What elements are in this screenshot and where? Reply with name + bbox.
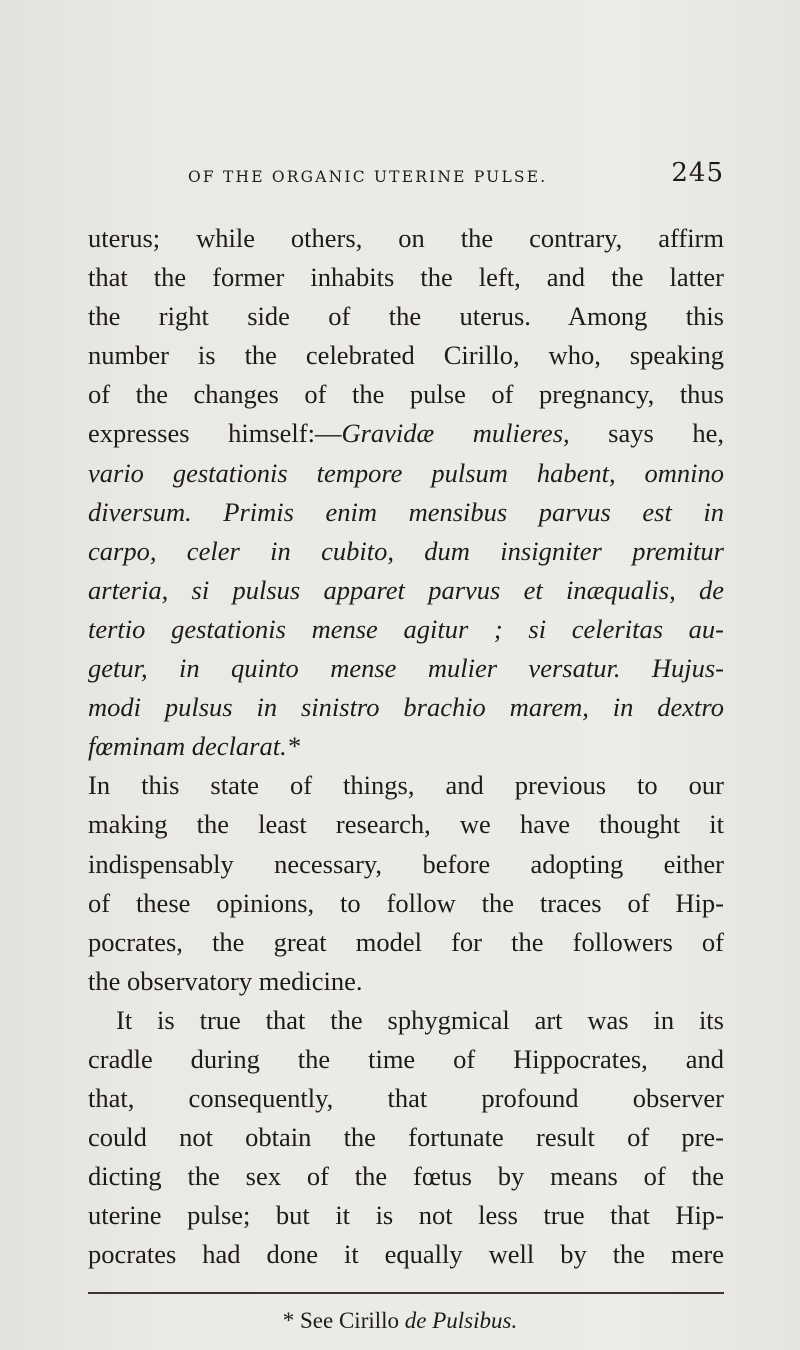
text-line: the observatory medicine. bbox=[88, 965, 363, 996]
latin-line: carpo, celer in cubito, dum insigniter premitur bbox=[88, 535, 724, 566]
latin-quote-start: Gravidæ mulieres, bbox=[341, 418, 570, 449]
text-line: that, consequently, that profound observer bbox=[88, 1083, 724, 1114]
text-segment: says he, bbox=[569, 418, 724, 449]
text-line: number is the celebrated Cirillo, who, speaking bbox=[88, 340, 724, 371]
paragraph-start: It is true that the sphygmical art was in its bbox=[116, 1004, 724, 1035]
footnote-title: de Pulsibus. bbox=[404, 1308, 518, 1333]
text-line: making the least research, we have thought it bbox=[88, 809, 724, 840]
latin-line: arteria, si pulsus apparet parvus et inæqualis, de bbox=[88, 574, 724, 605]
text-line: pocrates, the great model for the followers of bbox=[88, 926, 724, 957]
text-line: of the changes of the pulse of pregnancy, thus bbox=[88, 379, 724, 410]
latin-line: getur, in quinto mense mulier versatur. Hujus- bbox=[88, 653, 724, 684]
text-line bbox=[88, 414, 724, 453]
page-number: 245 bbox=[671, 158, 724, 188]
text-line: cradle during the time of Hippocrates, and bbox=[88, 1043, 724, 1074]
text-line: uterine pulse; but it is not less true that Hip- bbox=[88, 1200, 724, 1231]
text-line: indispensably necessary, before adopting either bbox=[88, 848, 724, 879]
latin-line: diversum. Primis enim mensibus parvus est in bbox=[88, 496, 724, 527]
latin-line: modi pulsus in sinistro brachio marem, in dextro bbox=[88, 692, 724, 723]
footnote bbox=[0, 1308, 800, 1334]
text-line: uterus; while others, on the contrary, affirm bbox=[88, 223, 724, 253]
running-head bbox=[90, 158, 724, 198]
text-line: that the former inhabits the left, and the latter bbox=[88, 262, 724, 293]
running-title: OF THE ORGANIC UTERINE PULSE. bbox=[188, 168, 548, 186]
text-line: dicting the sex of the fœtus by means of the bbox=[88, 1161, 724, 1192]
latin-line: tertio gestationis mense agitur ; si celeritas au- bbox=[88, 613, 724, 644]
text-line: pocrates had done it equally well by the mere bbox=[88, 1239, 724, 1270]
body-text bbox=[88, 219, 724, 1275]
text-line: the right side of the uterus. Among this bbox=[88, 301, 724, 332]
text-line: could not obtain the fortunate result of pre- bbox=[88, 1122, 724, 1153]
footnote-text: * See Cirillo bbox=[282, 1308, 405, 1333]
footnote-rule bbox=[88, 1292, 724, 1294]
latin-line: fœminam declarat.* bbox=[88, 731, 300, 762]
paragraph-start: In this state of things, and previous to our bbox=[88, 770, 724, 801]
text-line: of these opinions, to follow the traces of Hip- bbox=[88, 887, 724, 918]
text-segment: expresses himself:— bbox=[88, 418, 342, 449]
latin-line: vario gestationis tempore pulsum habent, omnino bbox=[88, 457, 724, 488]
